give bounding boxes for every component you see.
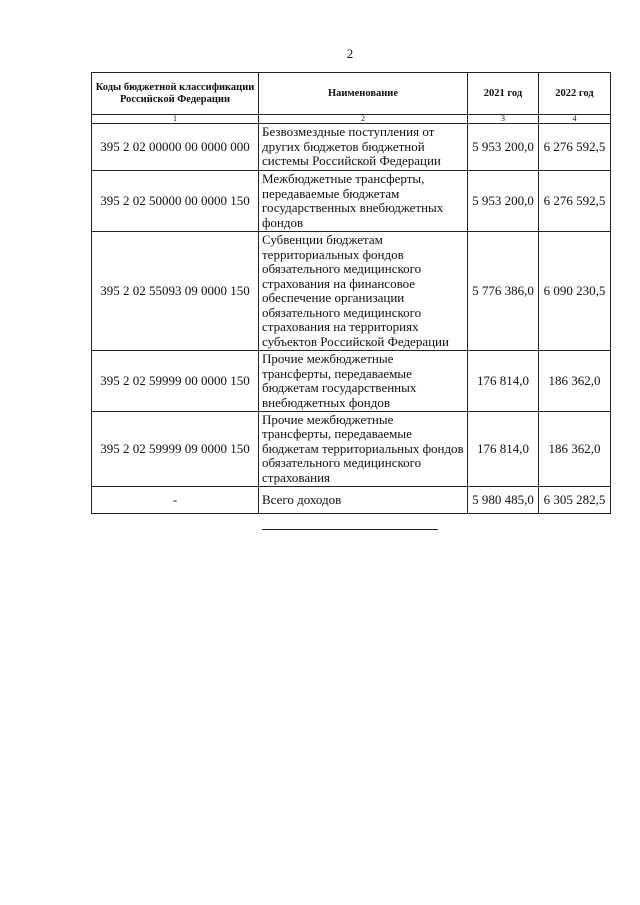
item-name: Прочие межбюджетные трансферты, передаваемые бюджетам государственных внебюджетных фондов — [259, 351, 468, 412]
item-name: Безвозмездные поступления от других бюджетов бюджетной системы Российской Федерации — [259, 124, 468, 171]
total-row — [92, 487, 611, 514]
table-header-row — [92, 73, 611, 115]
item-name: Субвенции бюджетам территориальных фондов обязательного медицинского страхования на финансовое обеспечение организации обязательного медицинского страхования на территориях субъектов Российской Федерации — [259, 232, 468, 351]
budget-code: - — [92, 487, 259, 514]
budget-code: 395 2 02 59999 00 0000 150 — [92, 351, 259, 412]
budget-code: 395 2 02 59999 09 0000 150 — [92, 412, 259, 487]
table-row — [92, 412, 611, 487]
header-codes: Коды бюджетной классификации Российской Федерации — [92, 73, 259, 115]
column-number: 1 — [92, 115, 259, 124]
amount-2022: 6 276 592,5 — [539, 124, 611, 171]
column-number: 4 — [539, 115, 611, 124]
amount-2022: 6 090 230,5 — [539, 232, 611, 351]
table-row — [92, 351, 611, 412]
column-number: 2 — [259, 115, 468, 124]
budget-code: 395 2 02 55093 09 0000 150 — [92, 232, 259, 351]
budget-code: 395 2 02 50000 00 0000 150 — [92, 171, 259, 232]
amount-2021: 176 814,0 — [468, 412, 539, 487]
end-divider-line — [262, 529, 438, 530]
header-2021: 2021 год — [468, 73, 539, 115]
table-row — [92, 124, 611, 171]
amount-2021: 5 953 200,0 — [468, 124, 539, 171]
item-name: Межбюджетные трансферты, передаваемые бюджетам государственных внебюджетных фондов — [259, 171, 468, 232]
amount-2021: 5 980 485,0 — [468, 487, 539, 514]
amount-2022: 6 276 592,5 — [539, 171, 611, 232]
amount-2021: 5 953 200,0 — [468, 171, 539, 232]
table-row — [92, 232, 611, 351]
page-number: 2 — [346, 46, 354, 61]
budget-code: 395 2 02 00000 00 0000 000 — [92, 124, 259, 171]
amount-2022: 186 362,0 — [539, 351, 611, 412]
amount-2021: 176 814,0 — [468, 351, 539, 412]
header-2022: 2022 год — [539, 73, 611, 115]
amount-2022: 186 362,0 — [539, 412, 611, 487]
table-row — [92, 171, 611, 232]
amount-2022: 6 305 282,5 — [539, 487, 611, 514]
header-name: Наименование — [259, 73, 468, 115]
column-number-row — [92, 115, 611, 124]
item-name: Всего доходов — [259, 487, 468, 514]
item-name: Прочие межбюджетные трансферты, передаваемые бюджетам территориальных фондов обязательного медицинского страхования — [259, 412, 468, 487]
amount-2021: 5 776 386,0 — [468, 232, 539, 351]
column-number: 3 — [468, 115, 539, 124]
budget-revenue-table — [91, 72, 611, 514]
